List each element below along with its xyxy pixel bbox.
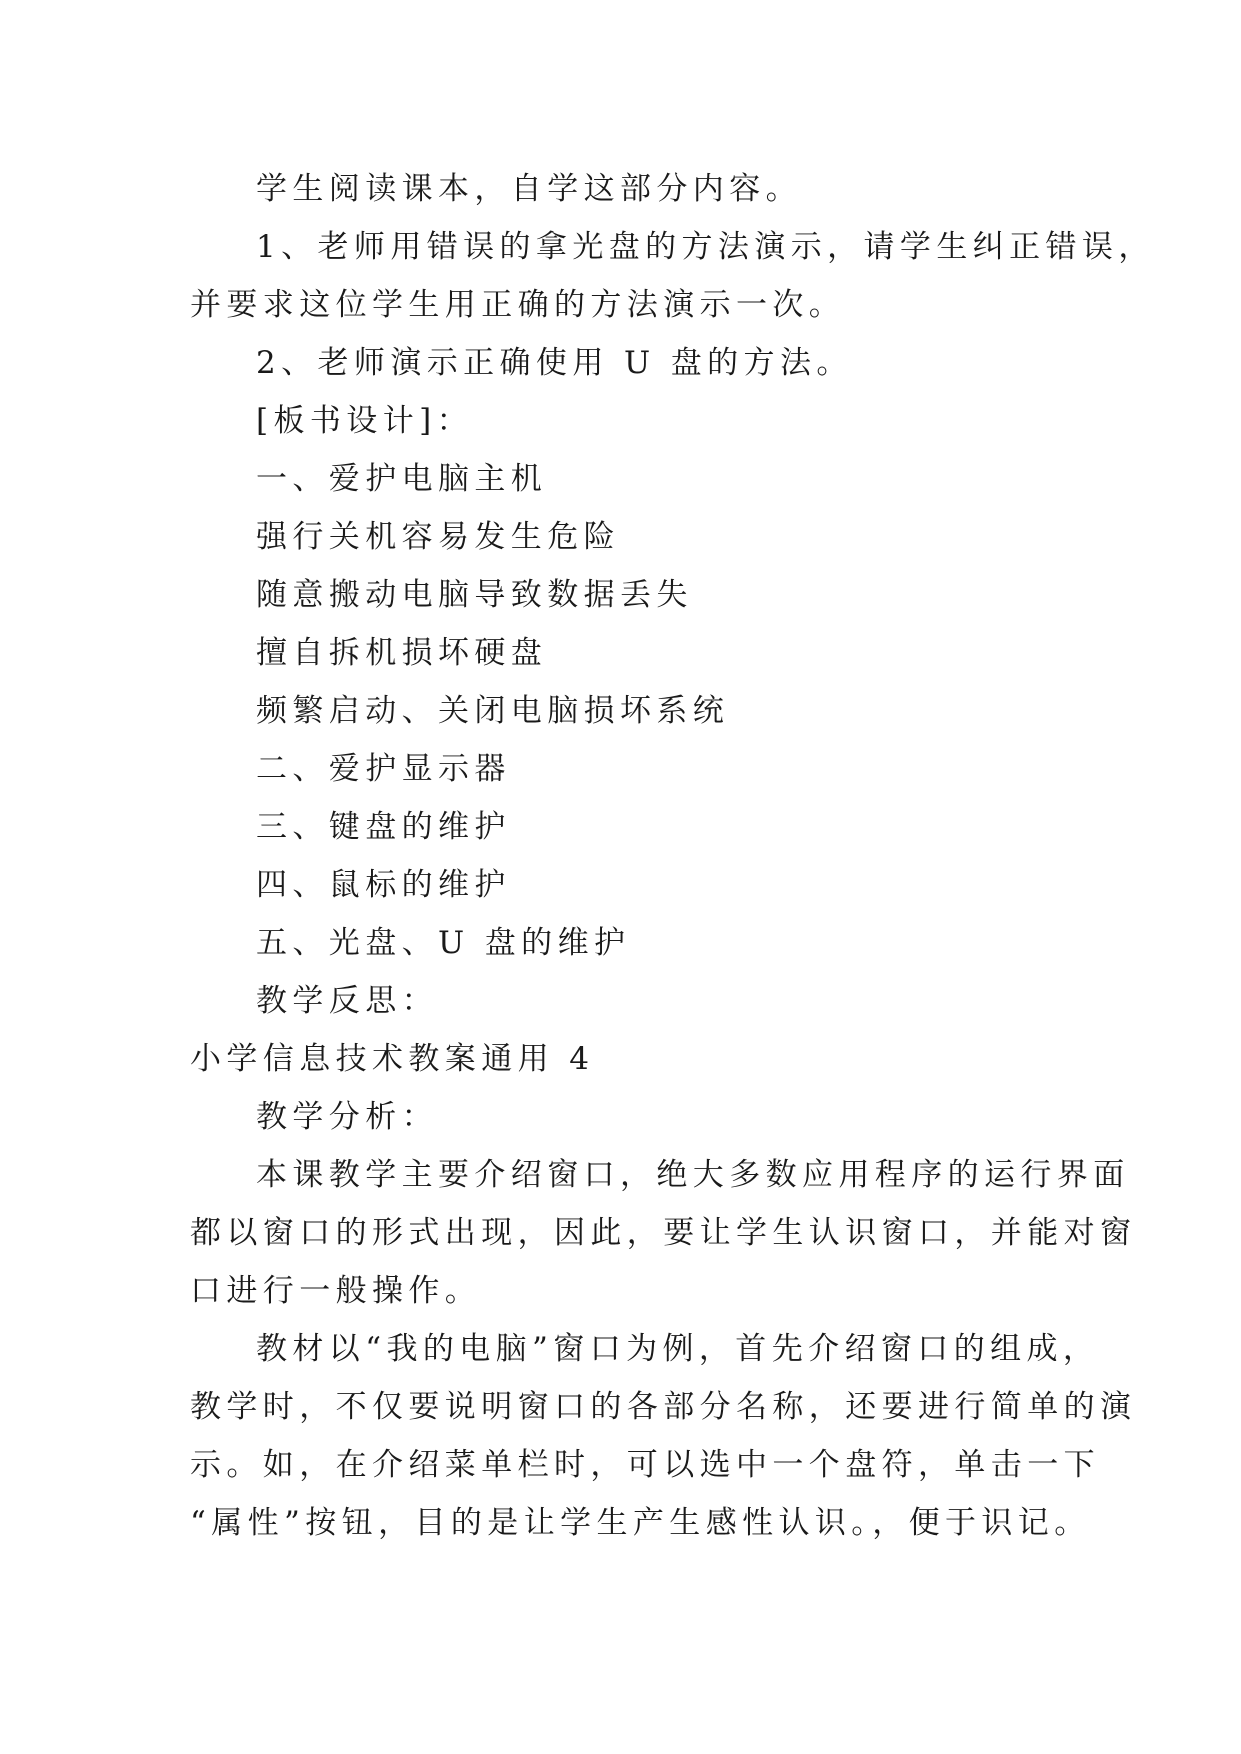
paragraph-line: 本课教学主要介绍窗口，绝大多数应用程序的运行界面 bbox=[256, 1157, 1130, 1193]
outline-item: 随意搬动电脑导致数据丢失 bbox=[256, 577, 693, 613]
paragraph-line: 学生阅读课本，自学这部分内容。 bbox=[256, 171, 802, 207]
outline-item: 擅自拆机损坏硬盘 bbox=[256, 635, 548, 671]
paragraph-line: “属性”按钮，目的是让学生产生感性认识。，便于识记。 bbox=[190, 1505, 1091, 1541]
section-label: 教学分析： bbox=[256, 1099, 438, 1135]
paragraph-line: 1、老师用错误的拿光盘的方法演示，请学生纠正错误， bbox=[256, 229, 1155, 265]
outline-item: 频繁启动、关闭电脑损坏系统 bbox=[256, 693, 730, 729]
paragraph-line: 教材以“我的电脑”窗口为例，首先介绍窗口的组成， bbox=[256, 1331, 1100, 1367]
section-label: 教学反思： bbox=[256, 983, 438, 1019]
section-label: [板书设计]： bbox=[256, 403, 473, 439]
outline-heading: 三、键盘的维护 bbox=[256, 809, 511, 845]
paragraph-line: 都以窗口的形式出现，因此，要让学生认识窗口，并能对窗 bbox=[190, 1215, 1137, 1251]
paragraph-line: 2、老师演示正确使用 U 盘的方法。 bbox=[256, 345, 853, 381]
paragraph-line: 口进行一般操作。 bbox=[190, 1273, 482, 1309]
paragraph-line: 并要求这位学生用正确的方法演示一次。 bbox=[190, 287, 846, 323]
outline-heading: 二、爱护显示器 bbox=[256, 751, 511, 787]
document-body bbox=[190, 160, 1155, 1552]
paragraph-line: 示。如，在介绍菜单栏时，可以选中一个盘符，单击一下 bbox=[190, 1447, 1100, 1483]
section-title: 小学信息技术教案通用 4 bbox=[190, 1041, 595, 1077]
outline-heading: 一、爱护电脑主机 bbox=[256, 461, 548, 497]
paragraph-line: 教学时，不仅要说明窗口的各部分名称，还要进行简单的演 bbox=[190, 1389, 1137, 1425]
outline-item: 强行关机容易发生危险 bbox=[256, 519, 620, 555]
outline-heading: 四、鼠标的维护 bbox=[256, 867, 511, 903]
outline-heading: 五、光盘、U 盘的维护 bbox=[256, 925, 631, 961]
